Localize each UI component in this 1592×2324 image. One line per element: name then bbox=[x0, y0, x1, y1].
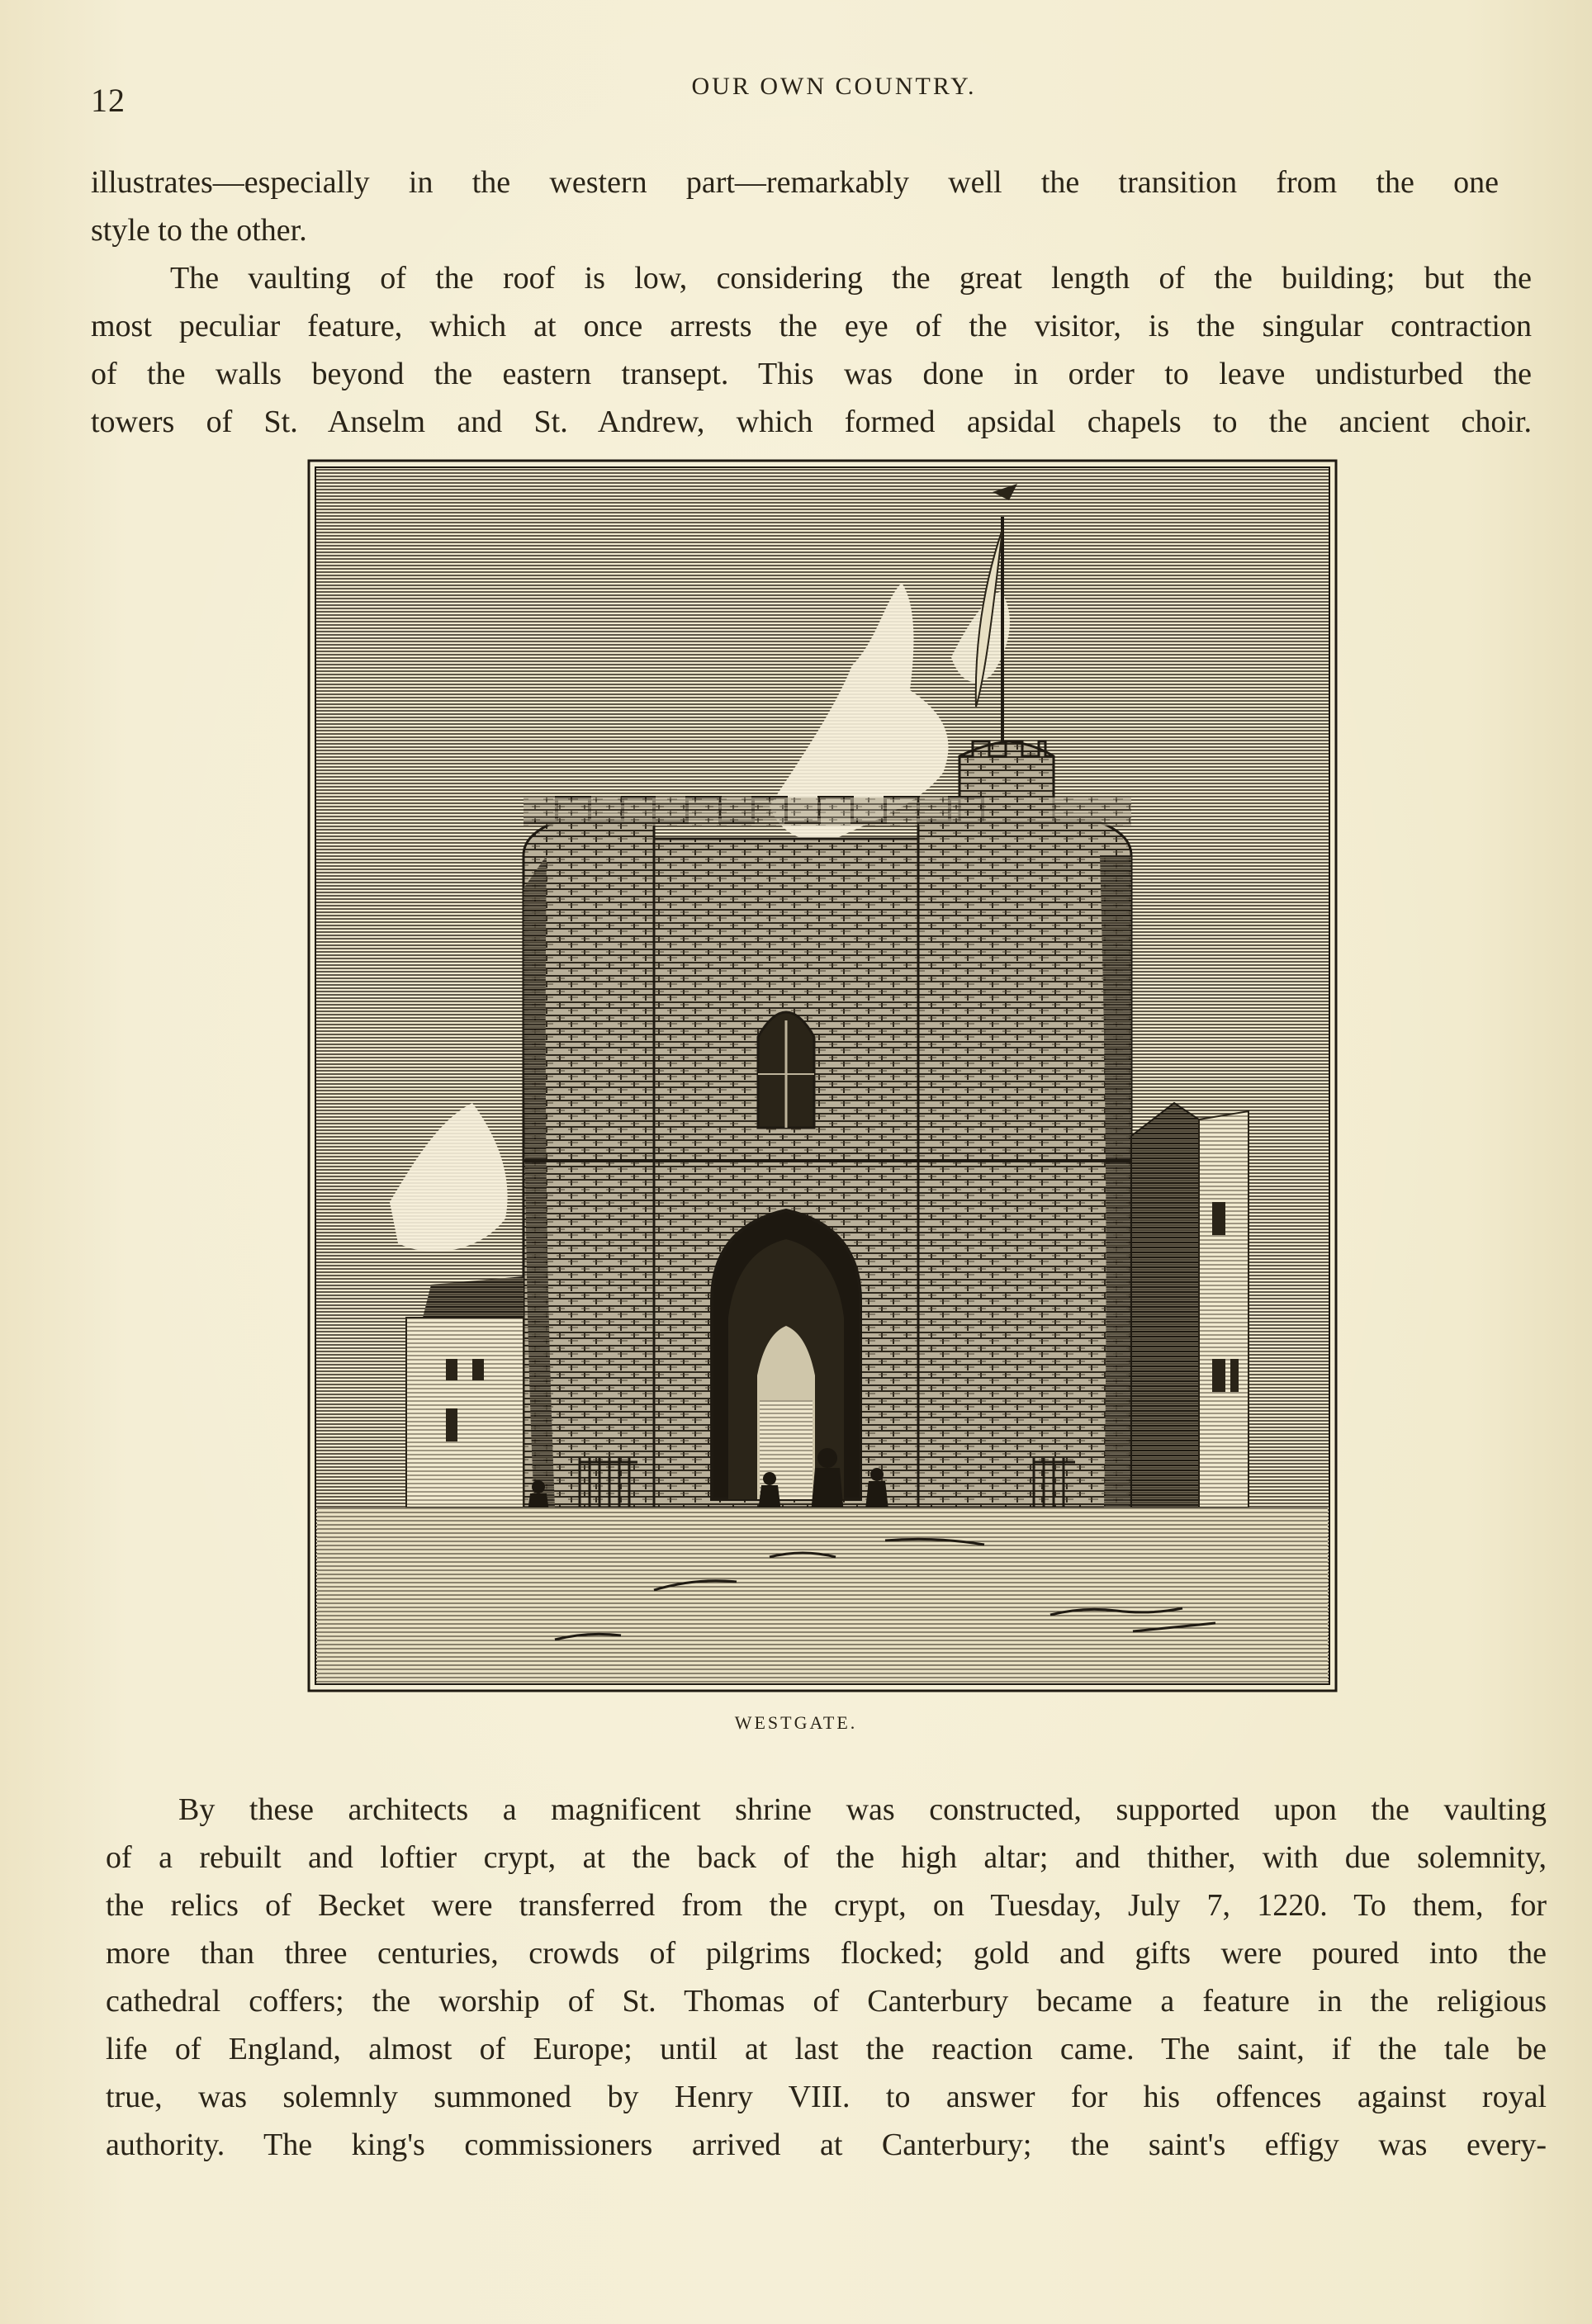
paragraph-continuation bbox=[91, 159, 1499, 254]
text-line: of the walls beyond the eastern transept. This was done in order to leave undisturbed the bbox=[91, 357, 1532, 391]
text-line: cathedral coffers; the worship of St. Thomas of Canterbury became a feature in the religious bbox=[106, 1984, 1547, 2019]
text-line: By these architects a magnificent shrine was constructed, supported upon the vaulting bbox=[178, 1792, 1547, 1827]
running-head bbox=[91, 73, 1544, 119]
paragraph-shrine bbox=[106, 1786, 1547, 2169]
text-line: The vaulting of the roof is low, considering the great length of the building; but the bbox=[170, 261, 1532, 296]
text-line: of a rebuilt and loftier crypt, at the back of the high altar; and thither, with due solemnity, bbox=[106, 1840, 1547, 1875]
paragraph-vaulting bbox=[91, 254, 1532, 446]
text-line: the relics of Becket were transferred from the crypt, on Tuesday, July 7, 1220. To them, for bbox=[106, 1888, 1547, 1923]
text-line: most peculiar feature, which at once arrests the eye of the visitor, is the singular contraction bbox=[91, 309, 1532, 343]
westgate-engraving bbox=[307, 459, 1338, 1692]
text-line: authority. The king's commissioners arrived at Canterbury; the saint's effigy was every- bbox=[106, 2128, 1547, 2162]
text-line: true, was solemnly summoned by Henry VIII. to answer for his offences against royal bbox=[106, 2080, 1547, 2114]
street bbox=[317, 1508, 1328, 1683]
right-house-roof bbox=[1131, 1103, 1199, 1508]
running-title: OUR OWN COUNTRY. bbox=[691, 73, 977, 100]
text-line: life of England, almost of Europe; until at last the reaction came. The saint, if the tale be bbox=[106, 2032, 1547, 2066]
right-houses bbox=[1199, 1111, 1248, 1508]
text-line: towers of St. Anselm and St. Andrew, which formed apsidal chapels to the ancient choir. bbox=[91, 405, 1532, 439]
text-line: more than three centuries, crowds of pilgrims flocked; gold and gifts were poured into the bbox=[106, 1936, 1547, 1971]
page-number: 12 bbox=[91, 82, 126, 119]
left-houses bbox=[406, 1318, 524, 1508]
right-tower bbox=[918, 822, 1131, 1508]
figure-caption: WESTGATE. bbox=[734, 1712, 858, 1733]
text-line: illustrates—especially in the western part—remarkably well the transition from the one bbox=[91, 165, 1499, 200]
engraving-illustration bbox=[307, 459, 1338, 1692]
text-line: style to the other. bbox=[91, 213, 307, 248]
